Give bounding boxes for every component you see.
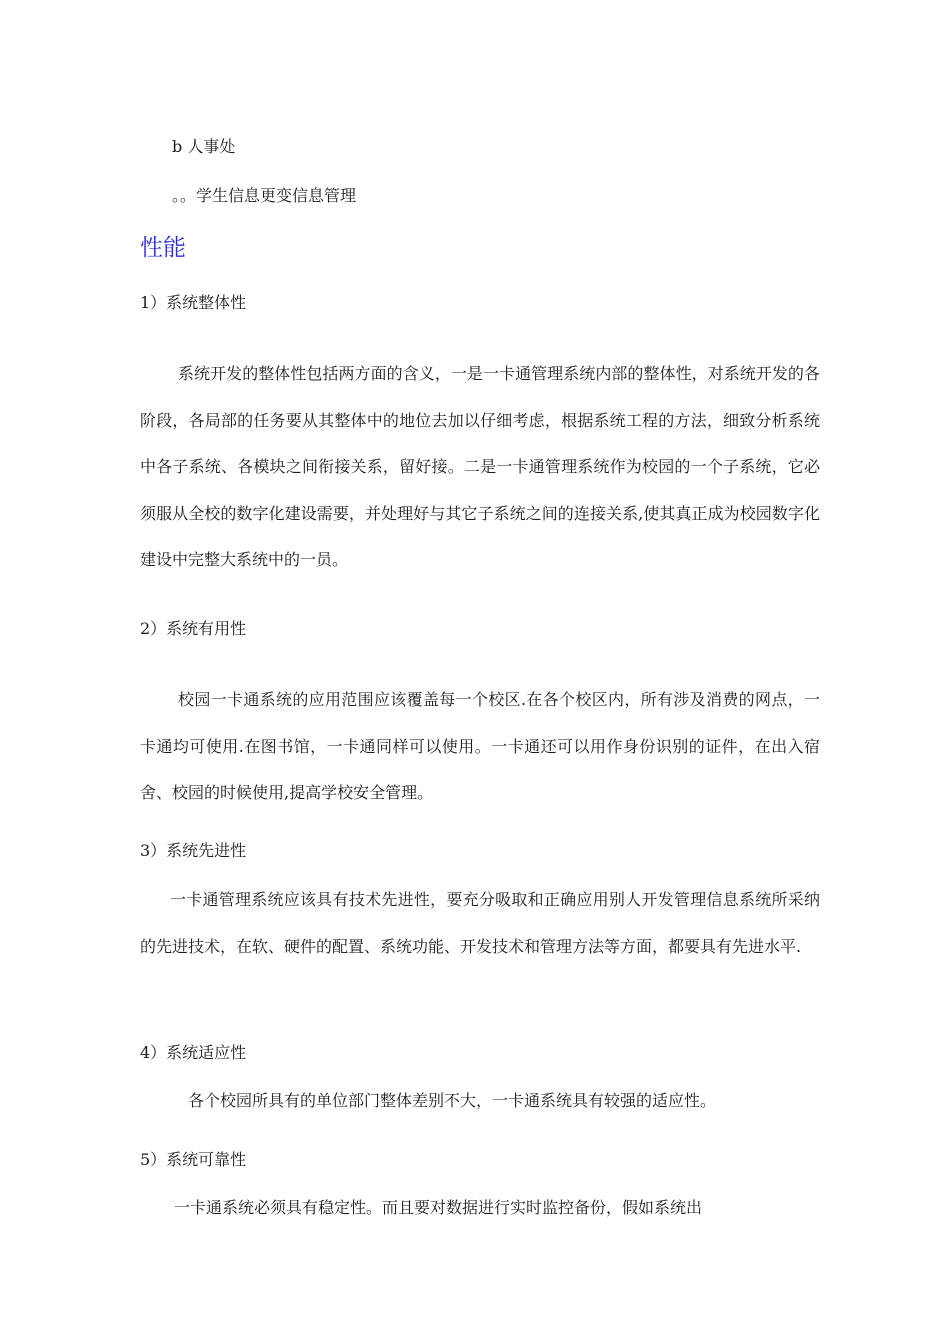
subsection-heading-advancement: 3）系统先进性 [140,841,247,860]
paragraph-integrity: 系统开发的整体性包括两方面的含义，一是一卡通管理系统内部的整体性，对系统开发的各阶段，各局部的任务要从其整体中的地位去加以仔细考虑，根据系统工程的方法，细致分析系统中各子系统、各模块之间衔接关系，留好接。二是一卡通管理系统作为校园的一个子系统，它必须服从全校的数字化建设需要，并处理好与其它子系统之间的连接关系,使其真正成为校园数字化建设中完整大系统中的一员。 [140,364,820,569]
subsection-heading-reliability: 5）系统可靠性 [140,1150,247,1169]
paragraph-reliability: 一卡通系统必须具有稳定性。而且要对数据进行实时监控备份，假如系统出 [174,1198,703,1217]
subsection-heading-usefulness: 2）系统有用性 [140,619,247,638]
list-item-personnel-office: b 人事处 [172,137,236,156]
paragraph-advancement: 一卡通管理系统应该具有技术先进性，要充分吸取和正确应用别人开发管理信息系统所采纳的先进技术，在软、硬件的配置、系统功能、开发技术和管理方法等方面，都要具有先进水平. [140,890,820,956]
paragraph-adaptability: 各个校园所具有的单位部门整体差别不大，一卡通系统具有较强的适应性。 [188,1091,717,1110]
section-title: 性能 [140,235,186,261]
subsection-heading-integrity: 1）系统整体性 [140,293,247,312]
paragraph-usefulness: 校园一卡通系统的应用范围应该覆盖每一个校区.在各个校区内，所有涉及消费的网点，一卡通均可使用.在图书馆，一卡通同样可以使用。一卡通还可以用作身份识别的证件，在出入宿舍、校园的时候使用,提高学校安全管理。 [140,690,820,802]
list-item-student-info-management: 。。学生信息更变信息管理 [172,186,357,205]
subsection-heading-adaptability: 4）系统适应性 [140,1043,247,1062]
